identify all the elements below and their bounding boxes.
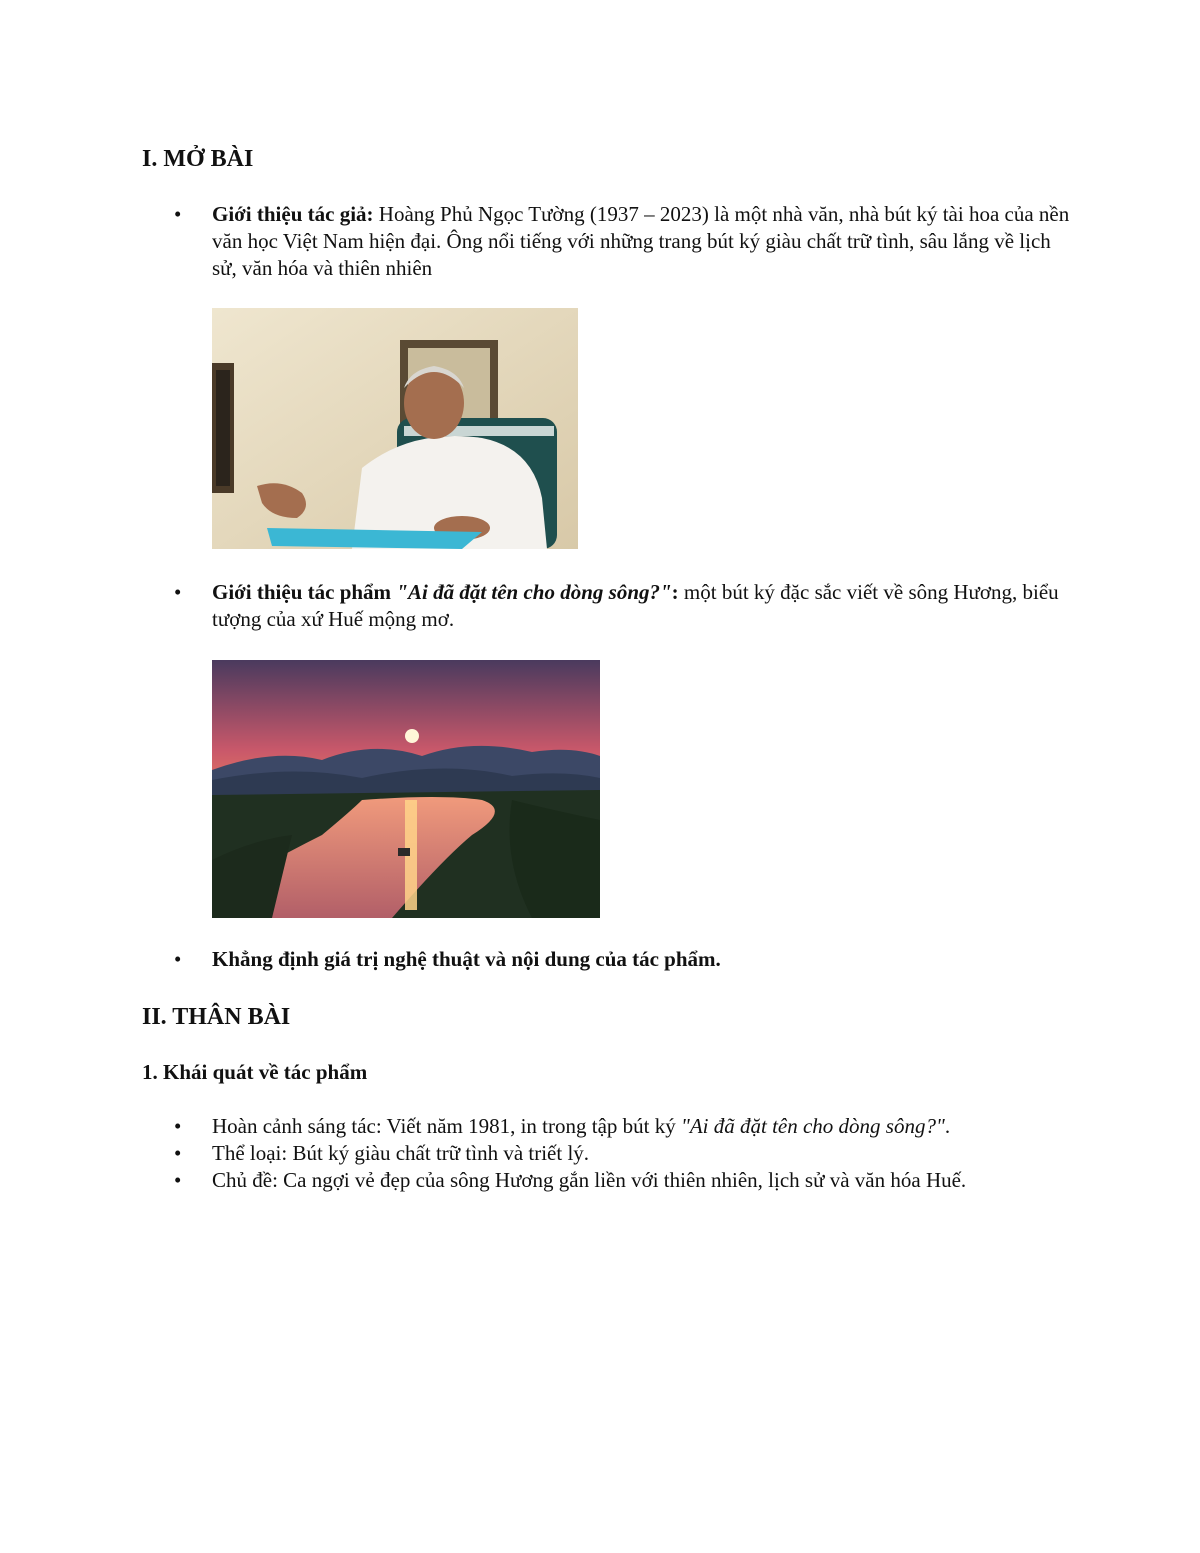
work-intro-text: một bút ký đặc sắc viết về sông Hương, biểu tượng của xứ Huế mộng mơ. bbox=[212, 580, 1059, 631]
subheading-overview: 1. Khái quát về tác phẩm bbox=[142, 1060, 368, 1084]
context-title: "Ai đã đặt tên cho dòng sông?" bbox=[681, 1114, 945, 1138]
list-item-affirm bbox=[174, 946, 1072, 973]
work-intro-label: Giới thiệu tác phẩm bbox=[212, 580, 397, 604]
work-title: "Ai đã đặt tên cho dòng sông?" bbox=[396, 580, 672, 604]
context-text: Hoàn cảnh sáng tác: Viết năm 1981, in trong tập bút ký bbox=[212, 1114, 682, 1138]
bullet-icon: • bbox=[174, 580, 182, 604]
bullet-icon: • bbox=[174, 1168, 182, 1192]
author-intro-label: Giới thiệu tác giả: bbox=[212, 202, 374, 226]
section-heading-than-bai: II. THÂN BÀI bbox=[142, 1004, 291, 1030]
river-sunset-photo bbox=[212, 660, 600, 918]
list-item-context bbox=[174, 1113, 1072, 1140]
section-heading-mo-bai: I. MỞ BÀI bbox=[142, 146, 254, 172]
bullet-icon: • bbox=[174, 1141, 182, 1165]
affirm-text: Khẳng định giá trị nghệ thuật và nội dung của tác phẩm. bbox=[212, 947, 721, 971]
context-end: . bbox=[944, 1114, 951, 1138]
list-item-author-intro bbox=[174, 201, 1072, 282]
bullet-icon: • bbox=[174, 947, 182, 971]
genre-text: Thể loại: Bút ký giàu chất trữ tình và triết lý. bbox=[212, 1141, 590, 1165]
author-intro-text: Hoàng Phủ Ngọc Tường (1937 – 2023) là một nhà văn, nhà bút ký tài hoa của nền văn học Việt Nam hiện đại. Ông nổi tiếng với những trang bút ký giàu chất trữ tình, sâu lắng về lịch sử, văn hóa và thiên nhiên bbox=[212, 202, 1070, 280]
bullet-icon: • bbox=[174, 1114, 182, 1138]
theme-text: Chủ đề: Ca ngợi vẻ đẹp của sông Hương gắn liền với thiên nhiên, lịch sử và văn hóa Huế. bbox=[212, 1168, 967, 1192]
work-intro-colon: : bbox=[671, 580, 679, 604]
list-item-work-intro bbox=[174, 579, 1072, 633]
bullet-icon: • bbox=[174, 202, 182, 226]
author-photo bbox=[212, 308, 578, 549]
list-item-genre bbox=[174, 1140, 1072, 1167]
list-item-theme bbox=[174, 1167, 1072, 1194]
